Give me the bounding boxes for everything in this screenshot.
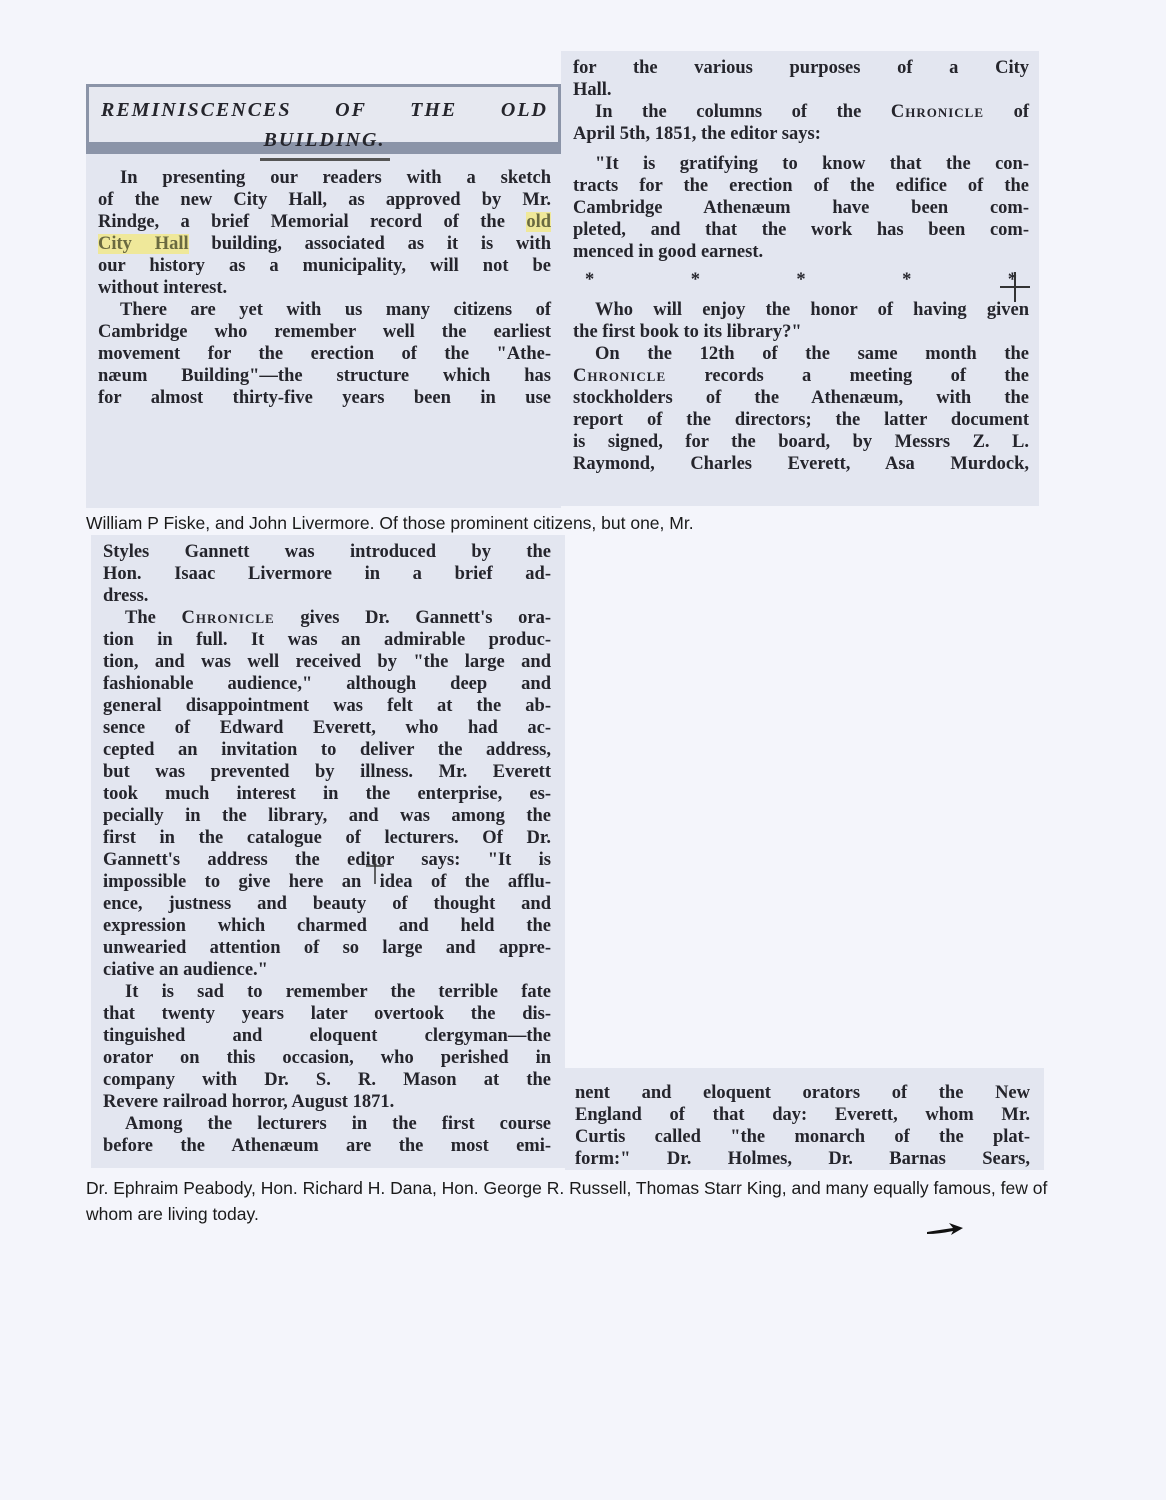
heading-line-1: REMINISCENCES OF THE OLD: [101, 99, 548, 121]
clipping-top-right: [561, 51, 1039, 506]
text-line: Hall.: [573, 80, 612, 100]
text-line: Cambridge who remember well the earliest: [98, 322, 551, 342]
star: *: [1007, 270, 1017, 290]
typed-transcription-line: William P Fiske, and John Livermore. Of those prominent citizens, but one, Mr.: [86, 513, 694, 533]
text-line: report of the directors; the latter document: [573, 410, 1029, 430]
text-line: Gannett's address the editor says: "It is: [103, 850, 551, 870]
text-line: cepted an invitation to deliver the address,: [103, 740, 551, 760]
text-line: ence, justness and beauty of thought and: [103, 894, 551, 914]
text-fragment: Rindge, a brief Memorial record of the: [98, 212, 527, 232]
text-line: Among the lecturers in the first course: [125, 1114, 551, 1134]
text-line: April 5th, 1851, the editor says:: [573, 124, 821, 144]
text-line: general disappointment was felt at the ab-: [103, 696, 551, 716]
text-fragment: of: [984, 102, 1029, 122]
text-line: impossible to give here an idea of the afflu-: [103, 872, 551, 892]
text-line: fashionable audience," although deep and: [103, 674, 551, 694]
text-line: [98, 211, 551, 233]
text-line: is signed, for the board, by Messrs Z. L.: [573, 432, 1029, 452]
ellipsis-stars: [573, 269, 1029, 291]
text-line: On the 12th of the same month the: [595, 344, 1029, 364]
text-fragment: records a meeting of the: [666, 366, 1029, 386]
text-line: Curtis called "the monarch of the plat-: [575, 1127, 1030, 1147]
newspaper-name: Chronicle: [181, 608, 275, 628]
text-line: unwearied attention of so large and appre-: [103, 938, 551, 958]
text-line: without interest.: [98, 278, 228, 298]
text-line: form:" Dr. Holmes, Dr. Barnas Sears,: [575, 1149, 1030, 1169]
text-cursor-icon: [364, 856, 386, 884]
quote-line: the first book to its library?": [573, 322, 802, 342]
quote-line: pleted, and that the work has been com-: [573, 220, 1029, 240]
text-line: tion, and was well received by "the large and: [103, 652, 551, 672]
text-line: expression which charmed and held the: [103, 916, 551, 936]
heading-rule: [260, 158, 390, 161]
text-line: tinguished and eloquent clergyman—the: [103, 1026, 551, 1046]
text-line: took much interest in the enterprise, es-: [103, 784, 551, 804]
text-line: before the Athenæum are the most emi-: [103, 1136, 551, 1156]
arrow-icon: [925, 1220, 965, 1240]
text-line: orator on this occasion, who perished in: [103, 1048, 551, 1068]
text-fragment: building, associated as it is with: [188, 234, 551, 254]
text-line: Raymond, Charles Everett, Asa Murdock,: [573, 454, 1029, 474]
text-line: Hon. Isaac Livermore in a brief ad-: [103, 564, 551, 584]
text-fragment: gives Dr. Gannett's ora-: [274, 608, 552, 628]
newspaper-name: Chronicle: [890, 102, 985, 122]
text-line: [98, 233, 551, 255]
text-line: for the various purposes of a City: [573, 58, 1029, 78]
text-line: company with Dr. S. R. Mason at the: [103, 1070, 551, 1090]
quote-line: tracts for the erection of the edifice of the: [573, 176, 1029, 196]
text-line: of the new City Hall, as approved by Mr.: [98, 190, 551, 210]
text-line: ciative an audience.": [103, 960, 268, 980]
text-line: stockholders of the Athenæum, with the: [573, 388, 1029, 408]
text-line: pecially in the library, and was among the: [103, 806, 551, 826]
text-line: Styles Gannett was introduced by the: [103, 542, 551, 562]
star: *: [796, 270, 806, 290]
quote-line: Who will enjoy the honor of having given: [595, 300, 1029, 320]
quote-line: Cambridge Athenæum have been com-: [573, 198, 1029, 218]
text-line: England of that day: Everett, whom Mr.: [575, 1105, 1030, 1125]
star: *: [902, 270, 912, 290]
text-line: In presenting our readers with a sketch: [120, 168, 551, 188]
text-line: nent and eloquent orators of the New: [575, 1083, 1030, 1103]
heading-line-2: BUILDING.: [263, 129, 386, 151]
typed-transcription-paragraph: Dr. Ephraim Peabody, Hon. Richard H. Dana, Hon. George R. Russell, Thomas Starr King, and many equally famous, few of whom are living today.: [86, 1178, 1048, 1224]
text-line: [573, 365, 1029, 387]
text-line: dress.: [103, 586, 149, 606]
text-line: Revere railroad horror, August 1871.: [103, 1092, 395, 1112]
quote-line: "It is gratifying to know that the con-: [595, 154, 1029, 174]
text-line: There are yet with us many citizens of: [120, 300, 551, 320]
text-fragment: The: [125, 608, 182, 628]
text-line: movement for the erection of the "Athe-: [98, 344, 551, 364]
clipping-top-left: [86, 84, 561, 508]
text-line: [573, 101, 1029, 123]
newspaper-name: Chronicle: [573, 366, 667, 386]
highlighted-text: City Hall: [98, 234, 189, 254]
star: *: [690, 270, 700, 290]
text-line: [103, 607, 551, 629]
highlighted-text: old: [526, 212, 551, 232]
text-line: It is sad to remember the terrible fate: [125, 982, 551, 1002]
star: *: [585, 270, 595, 290]
text-fragment: In the columns of the: [595, 102, 891, 122]
text-line: but was prevented by illness. Mr. Everett: [103, 762, 551, 782]
crosshair-icon: [1000, 272, 1030, 302]
text-line: first in the catalogue of lecturers. Of Dr.: [103, 828, 551, 848]
text-line: næum Building"—the structure which has: [98, 366, 551, 386]
text-line: that twenty years later overtook the dis-: [103, 1004, 551, 1024]
text-line: for almost thirty-five years been in use: [98, 388, 551, 408]
clipping-bottom-right: [565, 1068, 1044, 1170]
text-line: sence of Edward Everett, who had ac-: [103, 718, 551, 738]
text-line: our history as a municipality, will not be: [98, 256, 551, 276]
text-line: tion in full. It was an admirable produc-: [103, 630, 551, 650]
clipping-middle-left: [91, 535, 565, 1168]
quote-line: menced in good earnest.: [573, 242, 764, 262]
article-heading: [86, 84, 561, 154]
